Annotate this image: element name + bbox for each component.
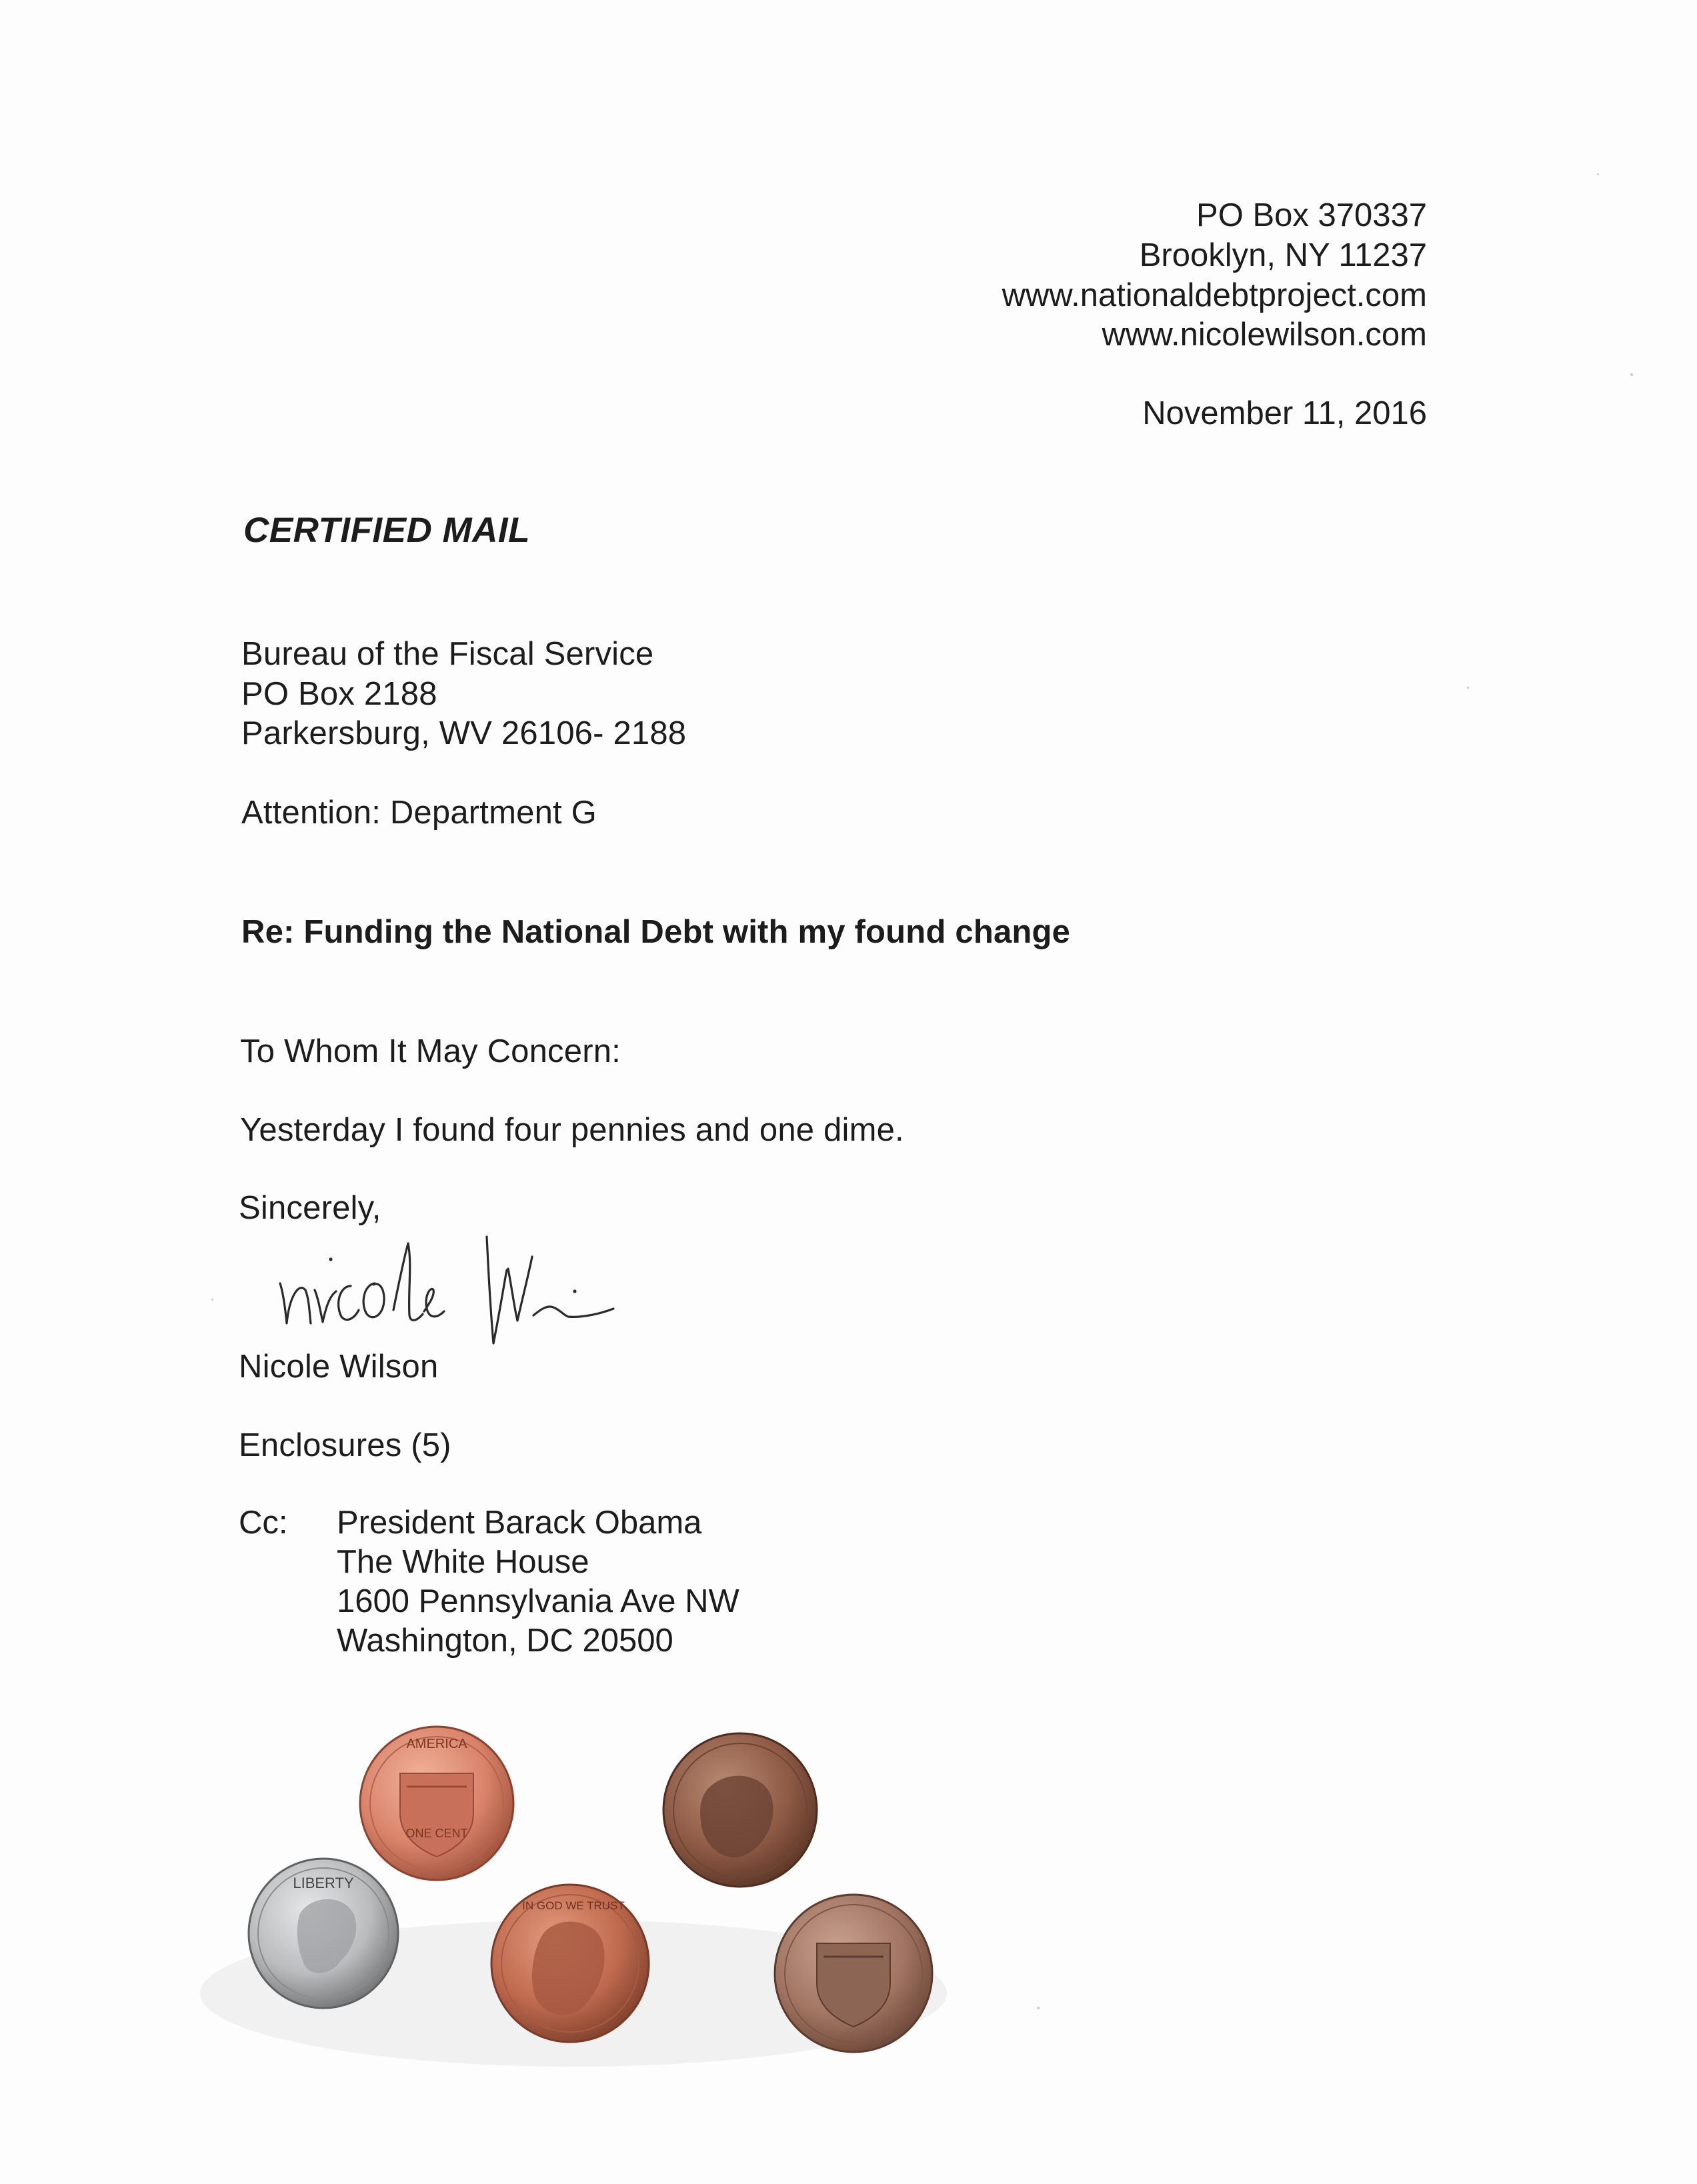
scan-speck [1597, 173, 1599, 175]
body-paragraph: Yesterday I found four pennies and one dime. [240, 1112, 904, 1148]
penny-lincoln-dark-coin [663, 1733, 817, 1887]
penny-lincoln-coin [491, 1885, 649, 2042]
letter-date: November 11, 2016 [1142, 395, 1427, 431]
enclosures-note: Enclosures (5) [239, 1427, 451, 1463]
recipient-name: Bureau of the Fiscal Service [241, 636, 654, 672]
penny-shield-old-coin [775, 1895, 932, 2052]
recipient-attention: Attention: Department G [241, 795, 597, 831]
sender-website-national-debt-project: www.nationaldebtproject.com [1002, 277, 1427, 313]
subject-line: Re: Funding the National Debt with my found change [241, 914, 1071, 950]
recipient-city-state-zip: Parkersburg, WV 26106- 2188 [241, 715, 687, 751]
penny-inscription: AMERICA [406, 1737, 467, 1751]
certified-mail-heading: CERTIFIED MAIL [243, 511, 531, 550]
scan-speck [1467, 687, 1469, 689]
sender-website-nicole-wilson: www.nicolewilson.com [1102, 317, 1427, 353]
cc-line: 1600 Pennsylvania Ave NW [337, 1583, 739, 1619]
enclosed-coins [200, 1713, 1000, 2087]
closing: Sincerely, [239, 1190, 381, 1226]
scan-speck [1037, 2007, 1040, 2009]
cc-label: Cc: [239, 1505, 288, 1541]
cc-recipient-address [337, 1503, 739, 1661]
dime-inscription: LIBERTY [293, 1875, 354, 1891]
penny-shield-coin [360, 1727, 513, 1880]
penny-inscription: ONE CENT [405, 1827, 468, 1840]
salutation: To Whom It May Concern: [240, 1033, 621, 1069]
dime-coin [249, 1859, 398, 2008]
handwritten-signature [267, 1217, 627, 1350]
cc-line: Washington, DC 20500 [337, 1623, 673, 1659]
penny-inscription: IN GOD WE TRUST [522, 1899, 625, 1912]
scan-speck [1630, 373, 1633, 376]
recipient-po-box: PO Box 2188 [241, 676, 437, 712]
cc-line: The White House [337, 1544, 589, 1580]
signer-name: Nicole Wilson [239, 1349, 439, 1385]
scan-speck [211, 1299, 213, 1301]
sender-city-state-zip: Brooklyn, NY 11237 [1139, 237, 1427, 273]
sender-po-box: PO Box 370337 [1196, 197, 1427, 233]
cc-line: President Barack Obama [337, 1505, 702, 1541]
